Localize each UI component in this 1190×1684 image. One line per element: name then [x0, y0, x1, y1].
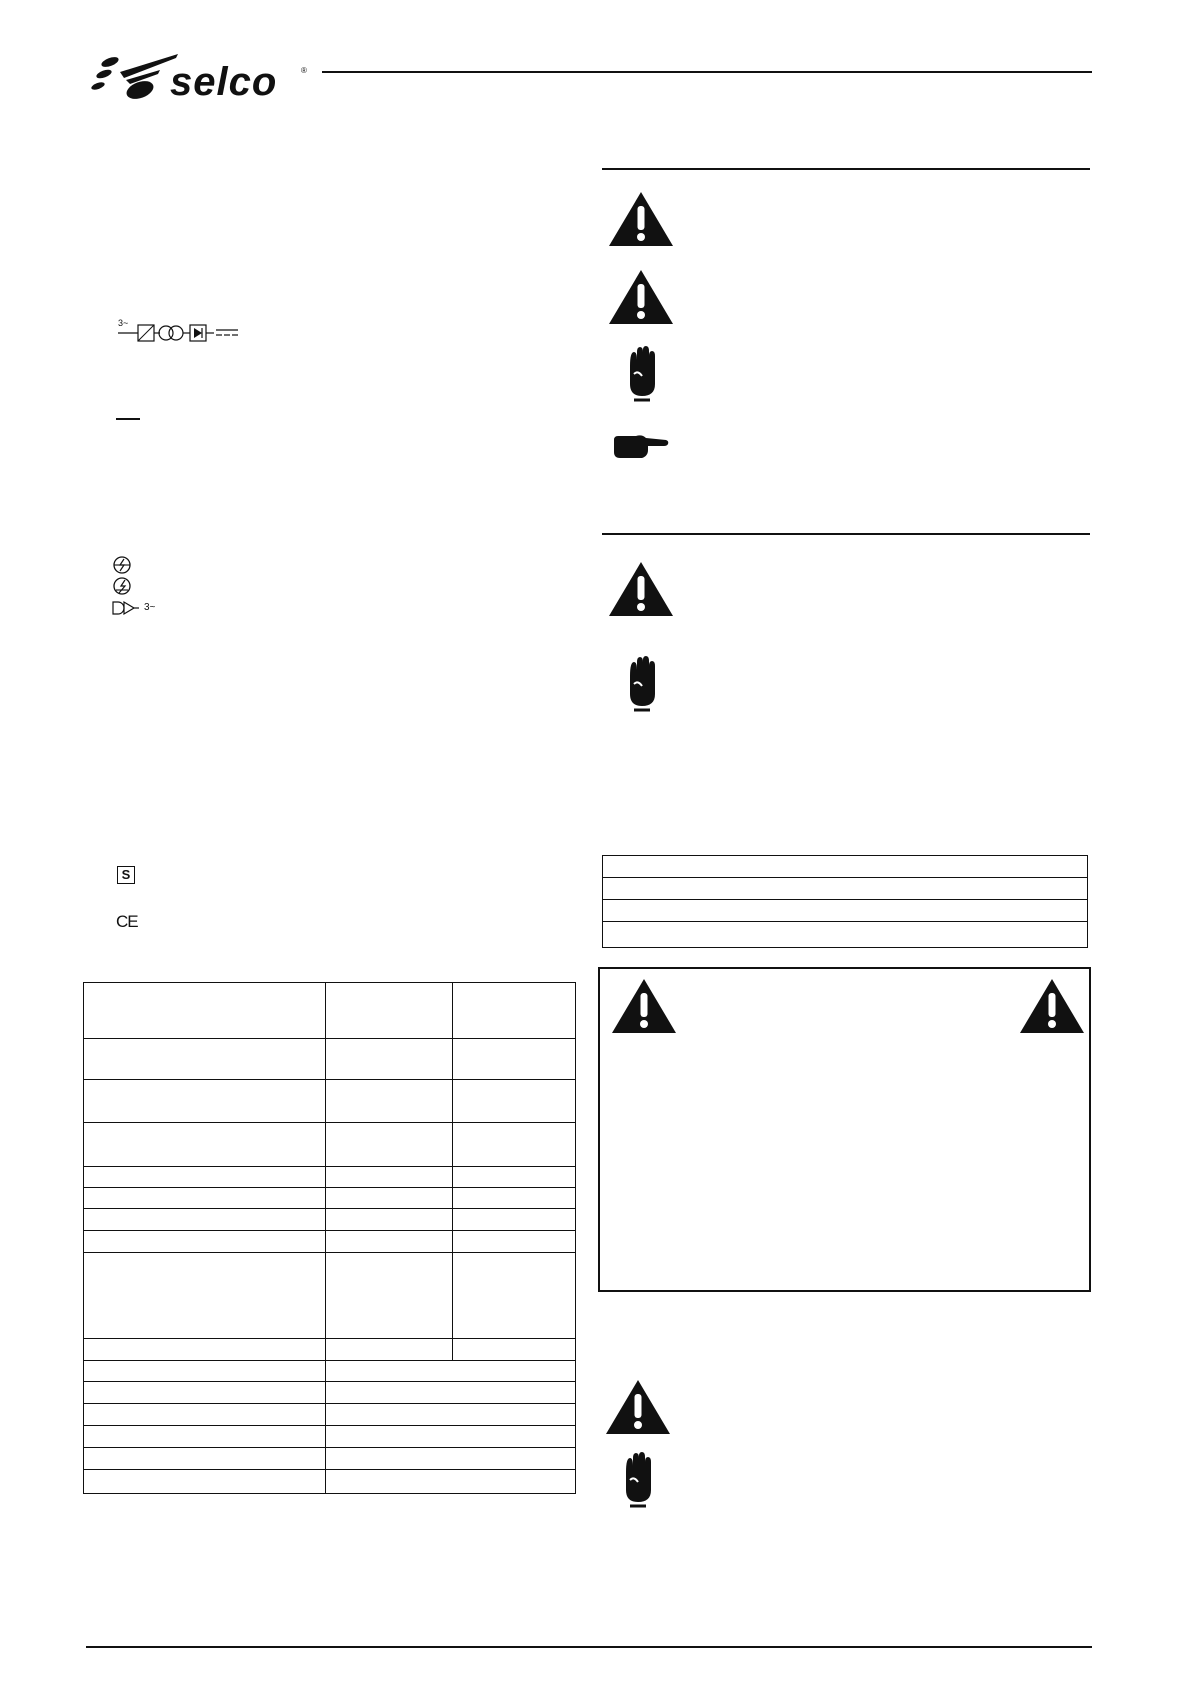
- table-cell: [326, 1470, 576, 1494]
- technical-data-table: [83, 982, 576, 1494]
- stop-hand-icon: [622, 1452, 654, 1508]
- mma-process-icon: [112, 556, 132, 574]
- table-cell: [326, 1231, 453, 1253]
- table-cell: [84, 1188, 326, 1209]
- table-cell: [326, 1253, 453, 1339]
- table-cell: [84, 1123, 326, 1167]
- table-cell: [326, 1339, 453, 1361]
- dc-underline-mark: [116, 418, 140, 420]
- table-cell: [84, 1426, 326, 1448]
- table-row: [603, 900, 1088, 922]
- table-cell: [603, 900, 1088, 922]
- table-cell: [84, 1253, 326, 1339]
- table-row: [84, 1188, 576, 1209]
- table-cell: [453, 1080, 576, 1123]
- table-cell: [84, 1361, 326, 1382]
- table-cell: [326, 1188, 453, 1209]
- table-row: [84, 1448, 576, 1470]
- process-symbols: [112, 556, 172, 618]
- table-row: [84, 1426, 576, 1448]
- table-cell: [84, 1339, 326, 1361]
- table-cell: [84, 1080, 326, 1123]
- table-cell: [326, 1167, 453, 1188]
- table-cell: [84, 1404, 326, 1426]
- warning-triangle-icon: [604, 1378, 672, 1436]
- table-row: [84, 1209, 576, 1231]
- table-cell: [453, 1188, 576, 1209]
- table-cell: [453, 1123, 576, 1167]
- table-cell: [453, 1339, 576, 1361]
- supply-phase-label: 3~: [118, 318, 129, 328]
- table-cell: [84, 983, 326, 1039]
- table-row: [84, 1470, 576, 1494]
- table-row: [84, 1039, 576, 1080]
- table-row: [84, 1253, 576, 1339]
- table-cell: [453, 1167, 576, 1188]
- table-row: [84, 1080, 576, 1123]
- table-cell: [453, 1209, 576, 1231]
- footer-rule: [86, 1646, 1092, 1648]
- logo-registered-mark: ®: [301, 66, 307, 75]
- table-cell: [84, 1167, 326, 1188]
- section-rule-2: [602, 533, 1090, 535]
- table-cell: [326, 1080, 453, 1123]
- ce-mark: [116, 912, 144, 932]
- table-cell: [453, 1039, 576, 1080]
- table-row: [603, 878, 1088, 900]
- table-cell: [453, 1231, 576, 1253]
- warning-box: [598, 967, 1091, 1292]
- table-cell: [603, 922, 1088, 948]
- table-row: [603, 922, 1088, 948]
- table-cell: [326, 1382, 576, 1404]
- stop-hand-icon: [626, 656, 658, 712]
- motor-phase-label: 3~: [144, 602, 156, 613]
- code-table: [602, 855, 1088, 948]
- table-row: [603, 856, 1088, 878]
- table-row: [84, 1404, 576, 1426]
- table-cell: [603, 878, 1088, 900]
- tig-process-icon: [112, 577, 132, 595]
- table-cell: [84, 1448, 326, 1470]
- standard-s-letter: S: [121, 867, 131, 882]
- table-cell: [326, 1039, 453, 1080]
- warning-triangle-icon: [1018, 977, 1086, 1035]
- motor-symbol-icon: [112, 600, 140, 616]
- table-cell: [326, 1361, 576, 1382]
- company-logo: [90, 50, 315, 106]
- warning-triangle-icon: [607, 268, 675, 326]
- table-cell: [326, 983, 453, 1039]
- section-rule-1: [602, 168, 1090, 170]
- block-diagram-icon: [118, 320, 240, 342]
- standard-s-mark: [117, 866, 135, 884]
- table-row: [84, 1361, 576, 1382]
- table-cell: [84, 1470, 326, 1494]
- table-cell: [603, 856, 1088, 878]
- table-cell: [326, 1123, 453, 1167]
- table-cell: [326, 1404, 576, 1426]
- table-cell: [326, 1448, 576, 1470]
- table-cell: [84, 1039, 326, 1080]
- table-cell: [84, 1209, 326, 1231]
- logo-swoosh-icon: [90, 50, 180, 106]
- table-cell: [326, 1426, 576, 1448]
- table-row: [84, 1382, 576, 1404]
- table-row: [84, 1339, 576, 1361]
- table-cell: [84, 1231, 326, 1253]
- table-row: [84, 1231, 576, 1253]
- header-rule: [322, 71, 1092, 73]
- table-row: [84, 983, 576, 1039]
- table-cell: [453, 983, 576, 1039]
- warning-triangle-icon: [610, 977, 678, 1035]
- logo-wordmark: selco: [170, 60, 278, 104]
- warning-triangle-icon: [607, 190, 675, 248]
- table-row: [84, 1167, 576, 1188]
- stop-hand-icon: [626, 346, 658, 402]
- inverter-block-diagram: [118, 320, 240, 342]
- table-cell: [326, 1209, 453, 1231]
- table-cell: [453, 1253, 576, 1339]
- pointing-hand-icon: [612, 432, 670, 462]
- warning-triangle-icon: [607, 560, 675, 618]
- ce-mark-letters: CE: [116, 912, 138, 931]
- table-row: [84, 1123, 576, 1167]
- table-cell: [84, 1382, 326, 1404]
